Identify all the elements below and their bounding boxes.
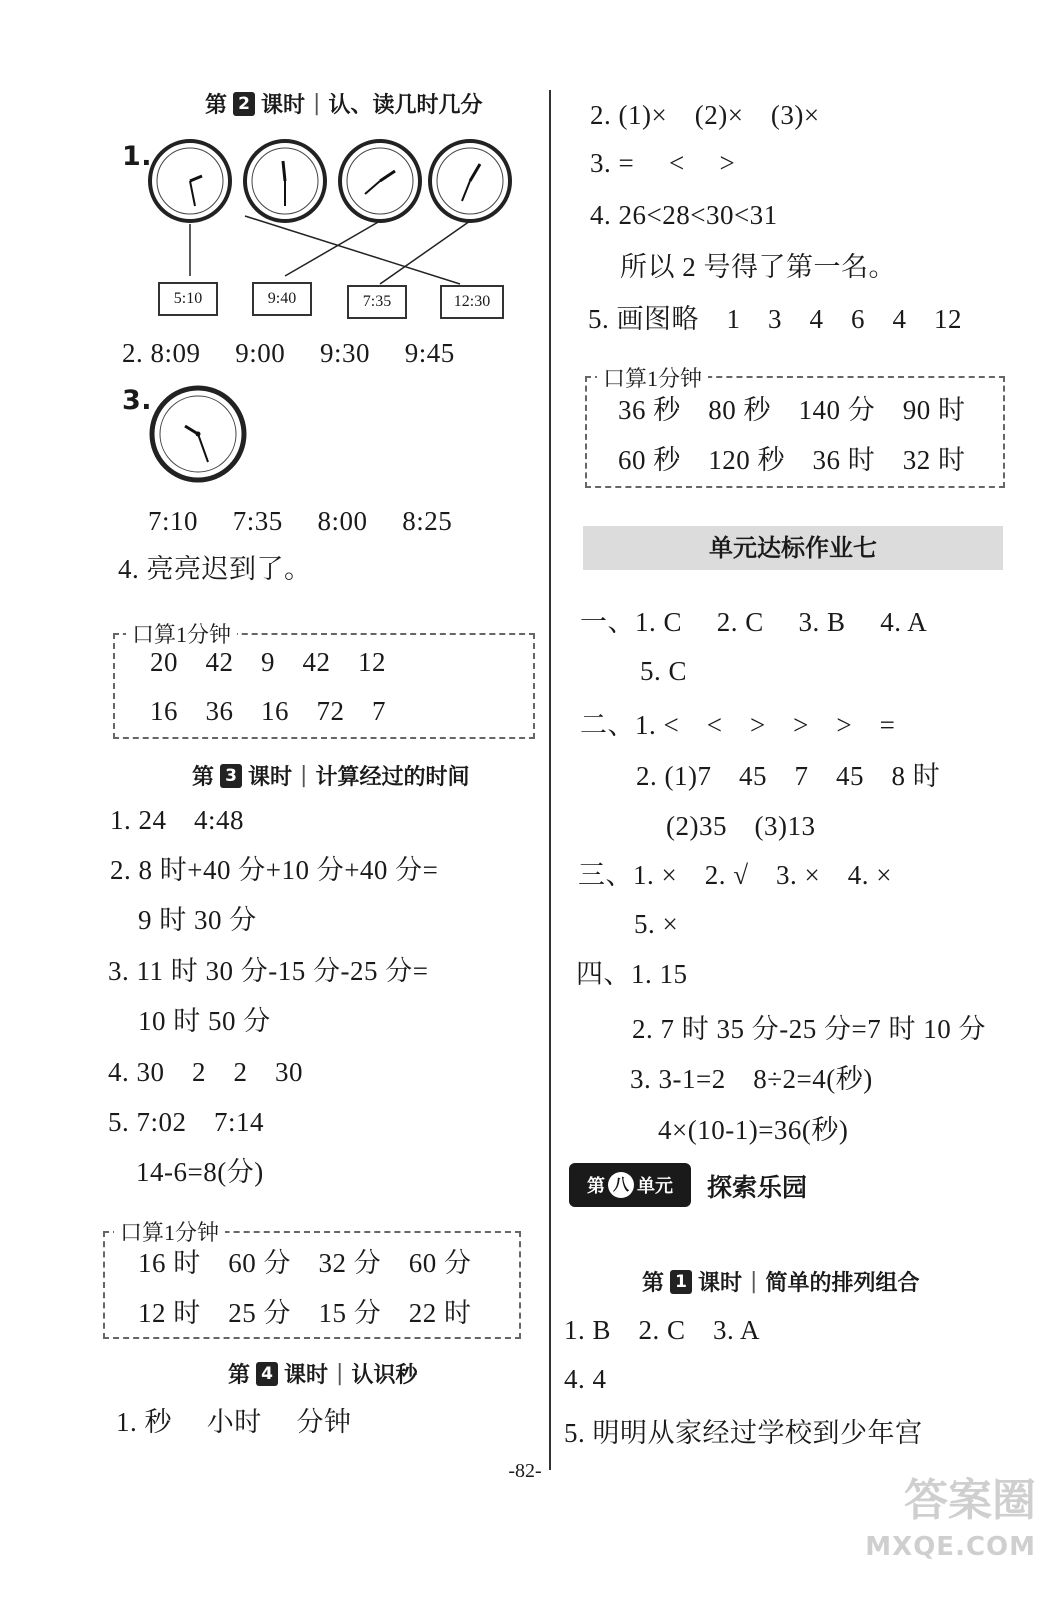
column-divider (549, 90, 551, 1470)
watermark-title: 答案圈 (904, 1475, 1036, 1526)
lesson-number: 4 (256, 1362, 278, 1386)
unit-test-banner: 单元达标作业七 (583, 526, 1003, 570)
answer-line: 2. 8 时+40 分+10 分+40 分= (110, 855, 439, 885)
lesson-title: 认识秒 (351, 1363, 418, 1388)
digital-clock-label: 12:30 (440, 285, 504, 319)
lesson-prefix: 第 (192, 765, 215, 790)
clock-icon (148, 384, 248, 484)
digital-clock-label: 7:35 (347, 285, 407, 319)
q4-line: 4. 亮亮迟到了。 (118, 554, 312, 584)
lesson-title: 认、读几时几分 (328, 93, 483, 118)
answer-line: (2)35 (3)13 (666, 811, 816, 841)
clock-icon (340, 141, 420, 221)
page-number: -82- (508, 1460, 542, 1482)
separator: | (300, 763, 308, 788)
lesson-prefix: 第 (642, 1271, 665, 1296)
answer-line: 2. (1)× (2)× (3)× (590, 100, 820, 130)
lesson-4-heading (228, 1358, 417, 1389)
digital-clock-label: 9:40 (252, 282, 312, 316)
answer-line: 4. 26<28<30<31 (590, 200, 778, 230)
unit-8-title: 探索乐园 (707, 1173, 808, 1202)
oral-calc-label: 口算1分钟 (126, 618, 237, 649)
separator: | (750, 1269, 758, 1294)
answer-line: 5. 明明从家经过学校到少年宫 (564, 1418, 923, 1448)
answer-line: 所以 2 号得了第一名。 (620, 252, 896, 282)
answer-line: 2. 7 时 35 分-25 分=7 时 10 分 (632, 1014, 986, 1044)
clock-icon (245, 141, 325, 221)
answer-line: 3. = < > (590, 148, 736, 178)
answer-line: 3. 11 时 30 分-15 分-25 分= (108, 956, 429, 986)
answer-line: 1. 秒 小时 分钟 (116, 1407, 352, 1437)
watermark-url: MXQE.COM (865, 1532, 1036, 1562)
unit-suffix: 单元 (637, 1176, 673, 1197)
match-line (380, 221, 470, 284)
oral-row: 60 秒 120 秒 36 时 32 时 (618, 445, 966, 475)
lesson-2-heading (205, 88, 482, 119)
lesson-suffix: 课时 (248, 765, 293, 790)
unit-prefix: 第 (587, 1176, 605, 1197)
lesson-3-heading (192, 760, 469, 791)
lesson-prefix: 第 (205, 93, 228, 118)
answer-line: 二、1. < < > > > = (580, 710, 896, 740)
oral-row: 16 时 60 分 32 分 60 分 (138, 1248, 472, 1278)
oral-row: 12 时 25 分 15 分 22 时 (138, 1298, 472, 1328)
answer-line: 5. C (640, 656, 688, 686)
lesson-1-heading (642, 1266, 919, 1297)
answer-line: 1. 24 4:48 (110, 805, 245, 835)
oral-row: 16 36 16 72 7 (150, 696, 386, 726)
watermark-logo (865, 1475, 1036, 1570)
lesson-number: 3 (220, 764, 242, 788)
oral-row: 20 42 9 42 12 (150, 647, 386, 677)
answer-line: 10 时 50 分 (138, 1006, 271, 1036)
separator: | (313, 91, 321, 116)
q3-label: 3. (122, 385, 153, 416)
answer-line: 三、1. × 2. √ 3. × 4. × (578, 860, 892, 890)
unit-8-tag (569, 1163, 691, 1207)
answer-line: 4. 30 2 2 30 (108, 1057, 303, 1087)
oral-calc-label: 口算1分钟 (597, 362, 708, 393)
lesson-suffix: 课时 (698, 1271, 743, 1296)
answer-line: 4. 4 (564, 1364, 607, 1394)
lesson-number: 1 (670, 1270, 692, 1294)
q2-line: 2. 8:09 9:00 9:30 9:45 (122, 338, 455, 368)
lesson-prefix: 第 (228, 1363, 251, 1388)
unit-number: 八 (608, 1172, 634, 1198)
lesson-suffix: 课时 (261, 93, 306, 118)
lesson-number: 2 (233, 92, 255, 116)
lesson-suffix: 课时 (284, 1363, 329, 1388)
answer-line: 5. 画图略 1 3 4 6 4 12 (588, 304, 962, 334)
answer-line: 四、1. 15 (576, 959, 688, 989)
lesson-title: 简单的排列组合 (765, 1271, 920, 1296)
answer-line: 9 时 30 分 (138, 905, 257, 935)
match-line (285, 221, 380, 276)
answer-line: 14-6=8(分) (136, 1157, 264, 1187)
answer-line: 5. 7:02 7:14 (108, 1107, 265, 1137)
answer-line: 1. B 2. C 3. A (564, 1315, 761, 1345)
q1-label: 1. (122, 141, 153, 172)
answer-line: 2. (1)7 45 7 45 8 时 (636, 761, 941, 791)
oral-row: 36 秒 80 秒 140 分 90 时 (618, 395, 966, 425)
oral-calc-label: 口算1分钟 (114, 1216, 225, 1247)
clock-icon (150, 141, 230, 221)
answer-line: 5. × (634, 909, 679, 939)
answer-line: 一、1. C 2. C 3. B 4. A (580, 607, 928, 637)
lesson-title: 计算经过的时间 (315, 765, 470, 790)
q3-answers: 7:10 7:35 8:00 8:25 (148, 506, 453, 536)
separator: | (336, 1361, 344, 1386)
answer-line: 3. 3-1=2 8÷2=4(秒) (630, 1064, 873, 1094)
digital-clock-label: 5:10 (158, 282, 218, 316)
answer-line: 4×(10-1)=36(秒) (658, 1115, 849, 1145)
clock-icon (430, 141, 510, 221)
